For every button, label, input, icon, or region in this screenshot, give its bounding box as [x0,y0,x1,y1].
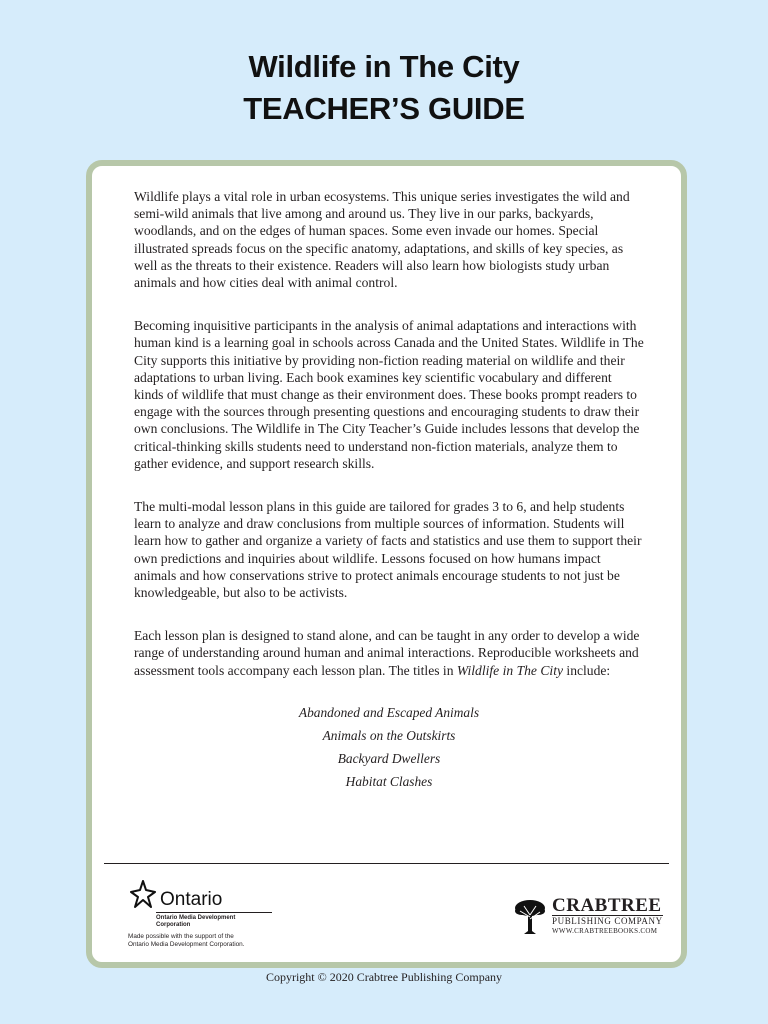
paragraph-intro: Wildlife plays a vital role in urban ecosystems. This unique series investigates the wild and semi-wild animals that live among and around us. They live in our parks, backyards, woodlands, and on the edges of human spaces. Some even invade our homes. Special illustrated spreads focus on the specific anatomy, adaptations, and skills of key species, as well as the threats to their existence. Readers will also learn how biologists study urban animals and how cities deal with animal control. [134,189,630,291]
paragraph-text-end: include: [563,662,611,678]
ontario-trillium-icon [128,878,158,910]
copyright: Copyright © 2020 Crabtree Publishing Company [265,970,503,984]
support-line-1: Made possible with the support of the [128,933,234,940]
paragraph-text-start: Each lesson plan is designed to stand alone, and can be taught in any order to develop a wide range of understanding around human and animal interactions. Reproducible worksheets and assessment tools accompany each lesson plan. The titles in [134,628,640,678]
content-panel [86,160,687,968]
omdc-line-2: Corporation [156,922,191,928]
paragraph-lesson-plans: The multi-modal lesson plans in this guide are tailored for grades 3 to 6, and help students learn to analyze and draw conclusions from multiple sources of information. Students will learn how to gather and organize a variety of facts and statistics and use them to support their own predictions and inquiries about wildlife. Lessons focused on how humans impact animals and how conservations strive to protect animals encourage students to not just be knowledgeable, but also to be activists. [134,499,642,601]
page-subtitle: TEACHER’S GUIDE [243,91,525,126]
page-title: Wildlife in The City [248,49,520,84]
title-block [0,46,768,130]
crabtree-name: CRABTREE [552,895,662,916]
titles-list [134,701,644,793]
title-item: Backyard Dwellers [337,750,441,766]
footer-divider [104,863,669,864]
title-item: Habitat Clashes [345,773,433,789]
support-statement [128,933,268,949]
crabtree-logo-block [512,896,663,936]
omdc-name [156,915,266,929]
crabtree-tree-icon [512,897,548,935]
crabtree-url: WWW.CRABTREEBOOKS.COM [552,927,658,935]
crabtree-text [552,896,663,936]
title-item: Abandoned and Escaped Animals [298,704,480,720]
ontario-logo-block [128,878,278,949]
crabtree-publishing: PUBLISHING COMPANY [552,916,663,926]
paragraph-titles-intro [134,627,644,679]
ontario-wordmark: Ontario [160,889,223,910]
support-line-2: Ontario Media Development Corporation. [128,941,245,948]
body-text [134,188,644,793]
series-name: Wildlife in The City [456,662,564,678]
omdc-line-1: Ontario Media Development [156,915,236,921]
ontario-rule [156,912,272,913]
paragraph-learning-goal: Becoming inquisitive participants in the analysis of animal adaptations and interactions with human kind is a learning goal in schools across Canada and the United States. Wildlife in The City supports this initiative by providing non-fiction reading material on wildlife and their adaptations to urban living. Each book examines key scientific vocabulary and different kinds of wildlife that must change as their environment does. These books prompt readers to engage with the sources through presenting questions and encouraging students to draw their own conclusions. The Wildlife in The City Teacher’s Guide includes lessons that develop the critical-thinking skills students need to understand non-fiction materials, analyze them to gather evidence, and support research skills. [134,318,644,471]
title-item: Animals on the Outskirts [322,727,456,743]
